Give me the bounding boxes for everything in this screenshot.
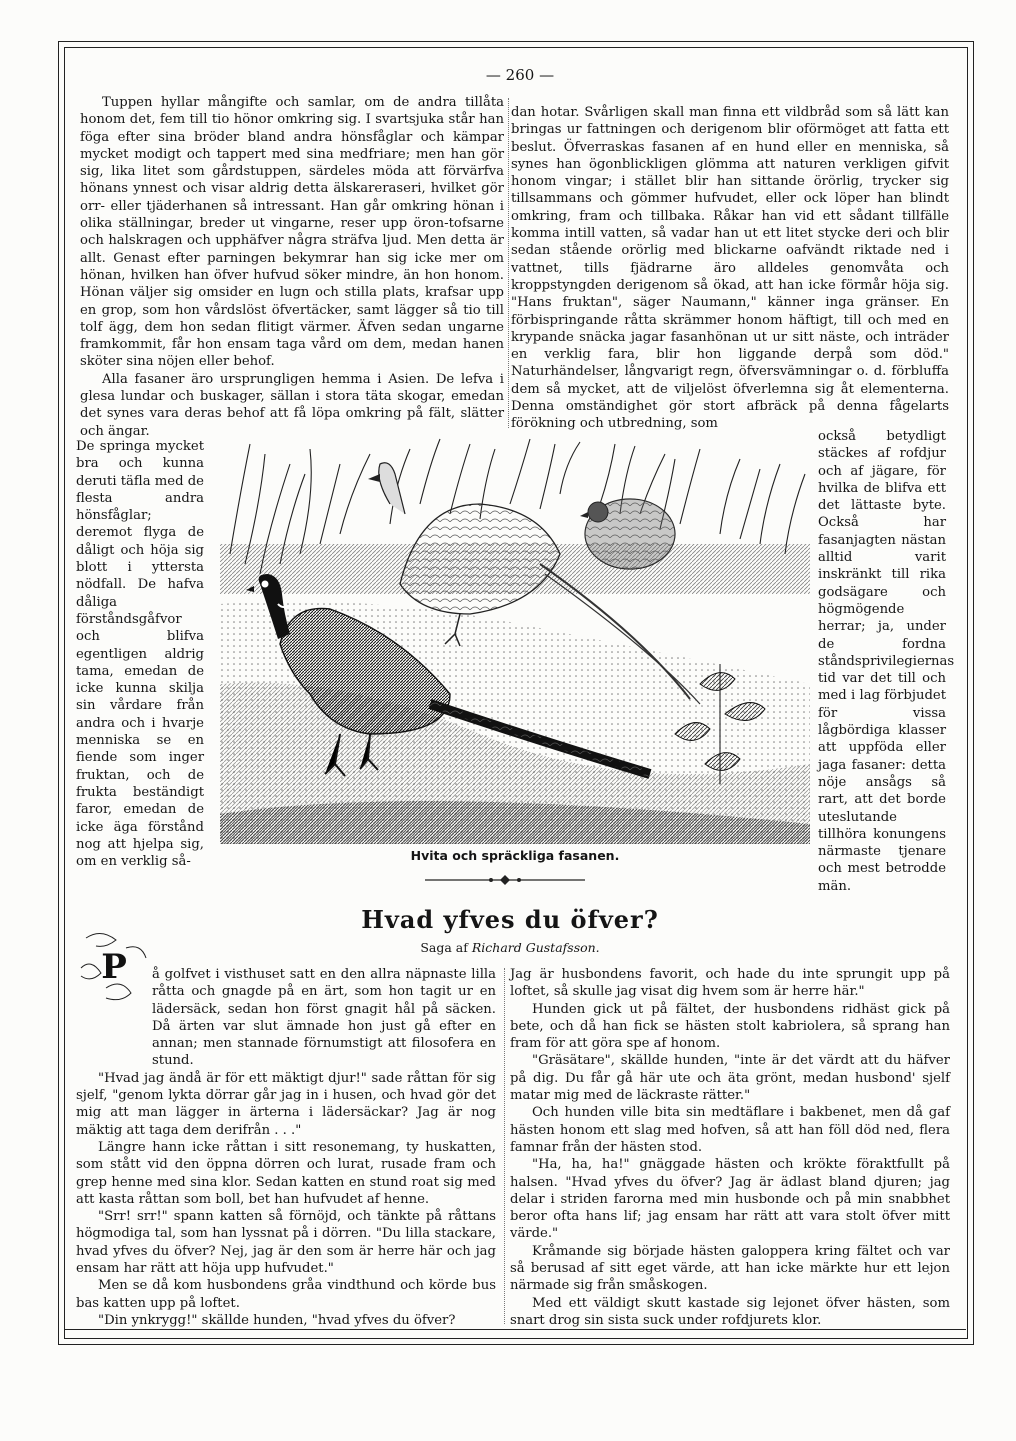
paragraph: Hunden gick ut på fältet, der husbondens ridhäst gick på bete, och då han fick se hästen stolt kabriolera, så sprang han fram för att göra spe af honom.: [510, 1001, 950, 1052]
paragraph: Med ett väldigt skutt kastade sig lejonet öfver hästen, som snart drog sin sista suck under rofdjurets klor.: [510, 1295, 950, 1328]
article-right-column: [510, 966, 950, 1329]
paragraph: Jag är husbondens favorit, och hade du inte sprungit upp på loftet, så skulle jag visat dig hvem som är herre här.": [510, 967, 950, 1000]
paragraph: Längre hann icke råttan i sitt resonemang, ty huskatten, som stått vid den öppna dörren och lurat, rusade fram och grep henne med sina klor. Sedan katten en stund roat sig med att kasta råttan som boll, bet han hufvudet af henne.: [76, 1139, 496, 1207]
column-divider: [504, 968, 505, 1324]
pheasant-illustration: [220, 434, 810, 844]
paragraph: De springa mycket bra och kunna deruti täfla med de flesta andra hönsfåglar; deremot flyga de dåligt och höja sig blott i yttersta nödfall. De hafva dåliga förståndsgåfvor och blifva egentligen aldrig tama, emedan de icke kunna skilja sin vårdare från andra och i hvarje menniska se en fiende som inger fruktan, och de frukta beständigt faror, emedan de icke äga förstånd nog att hjelpa sig, om en verklig så-: [76, 439, 204, 870]
paragraph: Alla fasaner äro ursprungligen hemma i Asien. De lefva i glesa lundar och buskager, sällan i stora täta skogar, emedan det synes vara deras behof att få löpa omkring på fält, slätter och ängar.: [80, 371, 504, 439]
paragraph: å golfvet i visthuset satt en den allra näpnaste lilla råtta och gnagde på en ärt, som hon tagit ur en lädersäck, sedan hon först gnagit hål på säcken. Då ärten var slut ämnade hon just gå efter en annan; men stannade förnumstigt att filosofera en stund.: [152, 967, 496, 1069]
column-divider: [508, 98, 509, 428]
paragraph: Tuppen hyllar mångifte och samlar, om de andra tillåta honom det, fem till tio hönor omkring sig. I svartsjuka står han föga efter sina bröder bland andra hönsfåglar och kämpar mycket modigt och tappert med sina medfriare; men han gör sig, lika litet som gårdstuppen, särdeles möda att förvärfva hönans ynnest och visar aldrig detta älskareraseri, hvilket gör orr- eller tjäderhanen så intressant. Han går omkring hönan i olika ställningar, breder ut vingarne, reser upp öron-tofsarne och halskragen och upphäfver några sträfva ljud. Men detta är allt. Genast efter parningen bekymrar han sig icke mer om hönan, hvilken han öfver hufvud söker mindre, än hon honom. Hönan väljer sig omsider en lugn och stilla plats, krafsar upp en grop, som hon vårdslöst öfvertäcker, samt lägger så tio till tolf ägg, dem hon sedan flitigt värmer. Äfven sedan ungarne framkommit, får hon ensam taga vård om dem, medan hanen sköter sina nöjen eller behof.: [80, 95, 504, 370]
divider-ornament: [425, 873, 585, 887]
figure-caption: Hvita och spräckliga fasanen.: [410, 848, 620, 863]
paragraph: Men se då kom husbondens gråa vindthund och körde bus bas katten upp på loftet.: [76, 1278, 496, 1311]
top-left-column: [80, 94, 504, 440]
paragraph: "Srr! srr!" spann katten så förnöjd, och tänkte på råttans högmodiga tal, som han lyssnat på i dörren. "Du lilla stackare, hvad yfves du öfver? Nej, jag är den som är herre här och jag ensam har rätt att höja upp hufvudet.": [76, 1209, 496, 1277]
paragraph: "Din ynkrygg!" skällde hunden, "hvad yfves du öfver?: [98, 1312, 456, 1328]
pheasants-engraving: [220, 434, 810, 844]
paragraph: också betydligt stäckes af rofdjur och af jägare, för hvilka de blifva ett det lättaste byte. Också har fasanjagten nästan alltid varit inskränkt till rika godsägare och högmögende herrar; ja, under de fordna ståndsprivilegiernas tid var det till och med i lag förbjudet för vissa lågbördiga klasser att uppföda eller jaga fasaner: detta nöje ansågs så rart, att det borde uteslutande tillhöra konungens närmaste tjenare och mest betrodde män.: [818, 429, 955, 894]
figure-wrap-right-text: [818, 428, 955, 895]
paragraph: "Ha, ha, ha!" gnäggade hästen och krökte föraktfullt på halsen. "Hvad yfves du öfver? Jag är ädlast bland djuren; jag delar i striden farorna med min husbonde och på min snabbhet beror ofta hans lif; jag ensam har rätt att vara stolt öfver mitt värde.": [510, 1157, 950, 1242]
paragraph: dan hotar. Svårligen skall man finna ett vildbråd som så lätt kan bringas ur fattningen och derigenom blir oförmöget att fatta ett beslut. Öfverraskas fasanen af en hund eller en menniska, så synes han ögonblickligen glömma att naturen verkligen gifvit honom vingar; i stället blir han sittande örörlig, trycker sig tillsammans och gömmer hufvudet, eller ock löper han blindt omkring, fram och tillbaka. Råkar han vid ett sådant tillfälle komma intill vatten, så vadar han ut ett litet stycke deri och blir sedan stående orörlig med blickarne oafvändt riktade ned i vattnet, tills fjädrarne äro alldeles genomvåta och kroppstyngden derigenom så ökad, att han icke förmår höja sig. "Hans fruktan", säger Naumann," känner inga gränser. En förbispringande råtta skrämmer honom häftigt, till och med en krypande snäcka jagar fasanhönan ut ur sitt näste, och inträder en verklig fara, blir hon liggande derpå som död." Naturhändelser, långvarigt regn, öfversvämningar o. d. förbluffa dem så mycket, att de viljelöst öfverlemna sig åt elementerna. Denna omständighet gör stort afbräck på denna fågelarts förökning och utbredning, som: [511, 105, 949, 432]
byline-prefix: Saga af: [420, 940, 468, 955]
figure-wrap-left-text: [76, 438, 204, 870]
byline-author: Richard Gustafsson.: [471, 940, 600, 955]
article-left-column: [76, 966, 496, 1329]
top-right-column: [511, 104, 949, 433]
paragraph: "Hvad jag ändå är för ett mäktigt djur!" sade råttan för sig sjelf, "genom lykta dörrar går jag in i husen, och hvad gör det mig att man lägger in ärterna i lädersäckar? Jag är nog mäktig att taga dem derifrån . . .": [76, 1070, 496, 1138]
dropcap-letter: P: [101, 947, 127, 987]
paragraph: "Gräsätare", skällde hunden, "inte är det värdt att du häfver på dig. Du får gå här ute och äta grönt, medan husbond' sjelf matar mig med de läckraste rätter.": [510, 1053, 950, 1104]
article-byline: [300, 940, 720, 955]
bottom-rule: [64, 1329, 966, 1330]
paragraph: Och hunden ville bita sin medtäflare i bakbenet, men då gaf hästen honom ett slag med hofven, så att han föll död ned, flera famnar från der hästen stod.: [510, 1105, 950, 1155]
article-title: Hvad yfves du öfver?: [361, 905, 659, 934]
paragraph: Kråmande sig började hästen galoppera kring fältet och var så berusad af sitt eget värde, att han icke märkte hur ett lejon närmade sig från småskogen.: [510, 1243, 950, 1294]
page-number: — 260 —: [485, 66, 555, 84]
